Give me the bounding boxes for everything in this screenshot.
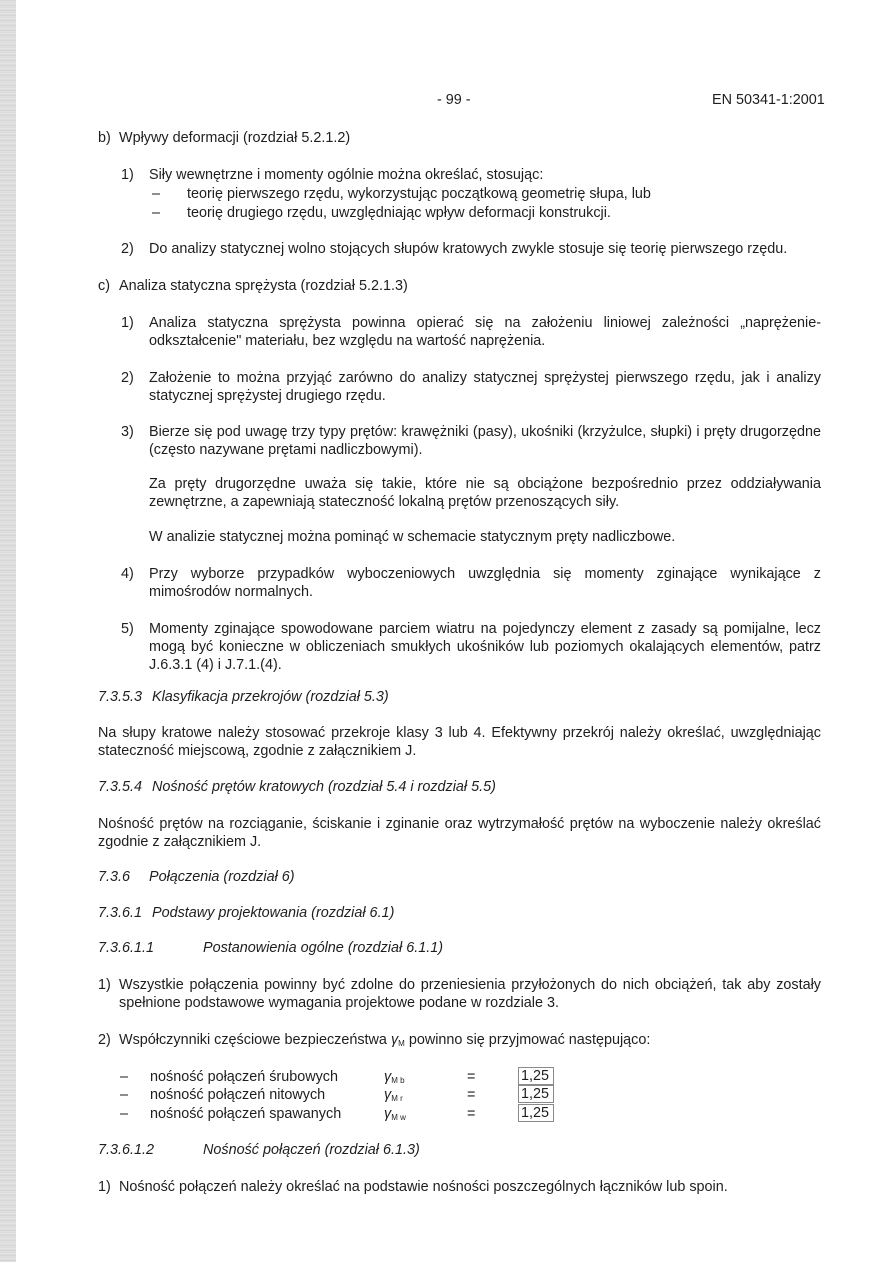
- b-item1-num: 1): [121, 167, 134, 183]
- b-item2-num: 2): [121, 241, 134, 257]
- section-b-label: b): [98, 130, 111, 146]
- c-item3-num: 3): [121, 424, 134, 440]
- c-item5-num: 5): [121, 621, 134, 637]
- factor-symbol: $\gamma_{M b}$: [384, 1069, 405, 1085]
- factor-value: 1,25: [518, 1067, 554, 1085]
- s73612-item1-text: Nośność połączeń należy określać na podstawie nośności poszczególnych łączników lub spoin.: [119, 1179, 728, 1195]
- b-item1-text: Siły wewnętrzne i momenty ogólnie można określać, stosując:: [149, 167, 544, 183]
- s73612-heading-text: Nośność połączeń (rozdział 6.1.3): [203, 1142, 420, 1158]
- s7353-heading-text: Klasyfikacja przekrojów (rozdział 5.3): [152, 689, 389, 705]
- section-c-title: Analiza statyczna sprężysta (rozdział 5.2.1.3): [119, 278, 408, 294]
- s73611-item2-num: 2): [98, 1032, 111, 1048]
- c-item1-num: 1): [121, 315, 134, 331]
- b-item2-text: Do analizy statycznej wolno stojących słupów kratowych zwykle stosuje się teorię pierwszego rzędu.: [149, 241, 788, 257]
- factor-dash: –: [120, 1106, 129, 1122]
- section-b-title: Wpływy deformacji (rozdział 5.2.1.2): [119, 130, 351, 146]
- scan-edge: [0, 0, 16, 1262]
- c-item4-num: 4): [121, 566, 134, 582]
- s736-heading-text: Połączenia (rozdział 6): [149, 869, 295, 885]
- s7353-body: Na słupy kratowe należy stosować przekroje klasy 3 lub 4. Efektywny przekrój należy określać, uwzględniając stateczność miejscową, zgodnie z załącznikiem J.: [98, 725, 821, 759]
- s73611-heading-num: 7.3.6.1.1: [98, 940, 155, 956]
- s73612-item1-num: 1): [98, 1179, 111, 1195]
- c-item3-para2: Za pręty drugorzędne uważa się takie, które nie są obciążone bezpośrednio przez oddziaływania zewnętrzne, a zapewniają stateczność lokalną prętów przenoszących siły.: [149, 476, 821, 510]
- c-item1-text: Analiza statyczna sprężysta powinna opierać się na założeniu liniowej zależności „naprężenie-odkształcenie" materiału, bez względu na wartość naprężenia.: [149, 315, 821, 349]
- gamma-m-symbol: $\gamma_M$: [390, 1032, 405, 1048]
- s7354-heading-text: Nośność prętów kratowych (rozdział 5.4 i rozdział 5.5): [152, 779, 496, 795]
- factor-label: nośność połączeń śrubowych: [150, 1069, 338, 1085]
- c-item2-text: Założenie to można przyjąć zarówno do analizy statycznej sprężystej pierwszego rzędu, jak i analizy statycznej sprężystej drugiego rzędu.: [149, 370, 821, 404]
- s73611-item2-text: [119, 1031, 650, 1053]
- b-item1-sub2-text: teorię drugiego rzędu, uwzględniając wpływ deformacji konstrukcji.: [187, 205, 611, 221]
- factor-symbol: $\gamma_{M w}$: [384, 1106, 406, 1122]
- factor-label: nośność połączeń spawanych: [150, 1106, 342, 1122]
- c-item3-para3: W analizie statycznej można pominąć w schemacie statycznym pręty nadliczbowe.: [149, 529, 676, 545]
- s73611-heading-text: Postanowienia ogólne (rozdział 6.1.1): [203, 940, 443, 956]
- page-number: - 99 -: [437, 92, 471, 108]
- factor-symbol: $\gamma_{M r}$: [384, 1087, 403, 1103]
- factor-dash: –: [120, 1087, 129, 1103]
- factor-value: 1,25: [518, 1104, 554, 1122]
- b-item1-sub1-text: teorię pierwszego rzędu, wykorzystując początkową geometrię słupa, lub: [187, 186, 651, 202]
- c-item2-num: 2): [121, 370, 134, 386]
- s7353-heading-num: 7.3.5.3: [98, 689, 143, 705]
- s73611-item1-text: Wszystkie połączenia powinny być zdolne do przeniesienia przyłożonych do nich obciążeń, tak aby zostały spełnione podstawowe wymagania projektowe podane w rozdziale 3.: [119, 977, 821, 1011]
- standard-id: EN 50341-1:2001: [712, 92, 825, 108]
- s736-heading-num: 7.3.6: [98, 869, 131, 885]
- factor-eq: =: [467, 1069, 476, 1085]
- factor-eq: =: [467, 1087, 476, 1103]
- factor-dash: –: [120, 1069, 129, 1085]
- c-item4-text: Przy wyborze przypadków wyboczeniowych uwzględnia się momenty zginające wynikające z mimośrodów normalnych.: [149, 566, 821, 600]
- b-item1-sub1-dash: –: [152, 186, 161, 202]
- factor-eq: =: [467, 1106, 476, 1122]
- s7354-heading-num: 7.3.5.4: [98, 779, 143, 795]
- s7361-heading-num: 7.3.6.1: [98, 905, 143, 921]
- s7361-heading-text: Podstawy projektowania (rozdział 6.1): [152, 905, 395, 921]
- c-item3-text: Bierze się pod uwagę trzy typy prętów: krawężniki (pasy), ukośniki (krzyżulce, słupki) i pręty drugorzędne (często nazywane prętami nadliczbowymi).: [149, 424, 821, 458]
- section-c-label: c): [98, 278, 110, 294]
- s7354-body: Nośność prętów na rozciąganie, ściskanie i zginanie oraz wytrzymałość prętów na wyboczenie należy określać zgodnie z załącznikiem J.: [98, 816, 821, 850]
- s73611-item2-after: powinno się przyjmować następująco:: [408, 1032, 651, 1048]
- c-item5-text: Momenty zginające spowodowane parciem wiatru na pojedynczy element z zasady są pomijalne, lecz mogą być konieczne w obliczeniach smukłych ukośników lub poziomych okalających elementów, patrz J.6.3.1 (4) i J.7.1.(4).: [149, 621, 821, 673]
- factor-value: 1,25: [518, 1085, 554, 1103]
- s73612-heading-num: 7.3.6.1.2: [98, 1142, 155, 1158]
- s73611-item1-num: 1): [98, 977, 111, 993]
- b-item1-sub2-dash: –: [152, 205, 161, 221]
- factor-label: nośność połączeń nitowych: [150, 1087, 326, 1103]
- s73611-item2-before: Współczynniki częściowe bezpieczeństwa: [119, 1032, 387, 1048]
